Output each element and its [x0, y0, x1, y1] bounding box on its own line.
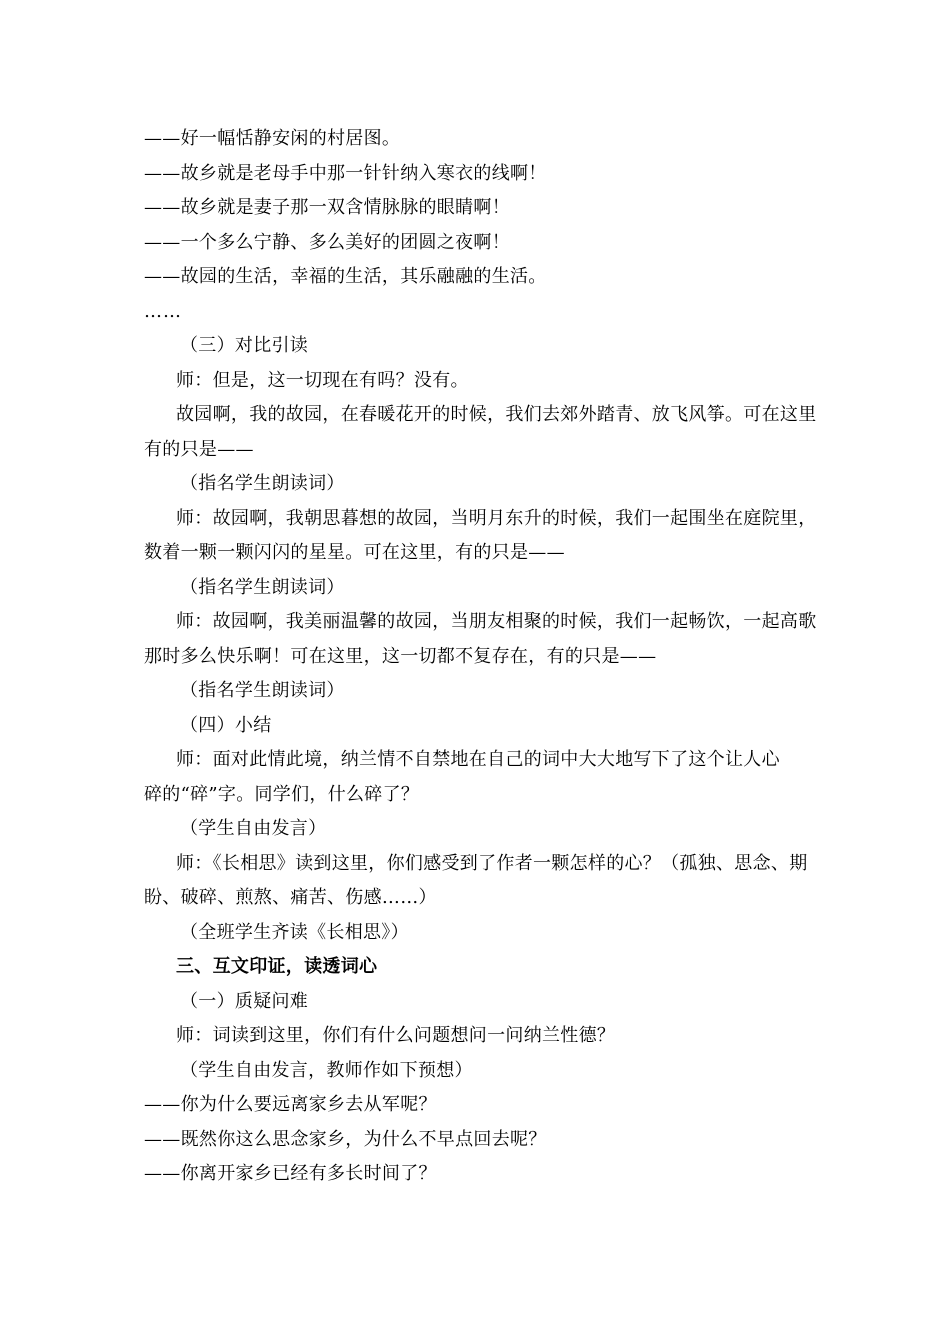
dash-line-mother: ——故乡就是老母手中那一针针纳入寒衣的线啊！: [144, 162, 547, 184]
section-heading-main: 三、互文印证，读透词心: [176, 956, 378, 977]
teacher-line: 师：面对此情此境，纳兰情不自禁地在自己的词中大大地写下了这个让人心: [176, 749, 780, 770]
stage-direction: （学生自由发言）: [180, 818, 327, 839]
dash-line-question: ——你离开家乡已经有多长时间了？: [144, 1163, 437, 1184]
teacher-line: 师：《长相思》读到这里，你们感受到了作者一颗怎样的心？（孤独、思念、期: [176, 852, 808, 874]
section-heading-summary: （四）小结: [180, 714, 272, 736]
paragraph-line: 数着一颗一颗闪闪的星星。可在这里，有的只是——: [144, 542, 565, 563]
teacher-line: 师：词读到这里，你们有什么问题想问一问纳兰性德？: [176, 1025, 616, 1046]
stage-direction: （学生自由发言，教师作如下预想）: [180, 1059, 473, 1081]
dash-line-question: ——你为什么要远离家乡去从军呢？: [144, 1094, 437, 1115]
section-heading-contrast: （三）对比引读: [180, 335, 309, 356]
teacher-line: 师：但是，这一切现在有吗？没有。: [176, 369, 469, 391]
section-heading-question: （一）质疑问难: [180, 990, 309, 1012]
stage-direction: （全班学生齐读《长相思》）: [180, 921, 409, 943]
dash-line-village: ——好一幅恬静安闲的村居图。: [144, 128, 401, 149]
paragraph-line: 有的只是——: [144, 438, 254, 460]
ellipsis-line: ……: [144, 300, 182, 322]
teacher-line: 师：故园啊，我朝思暮想的故园，当明月东升的时候，我们一起围坐在庭院里，: [176, 507, 817, 529]
dash-line-life: ——故园的生活，幸福的生活，其乐融融的生活。: [144, 266, 547, 287]
dash-line-wife: ——故乡就是妻子那一双含情脉脉的眼睛啊！: [144, 197, 510, 218]
teacher-line: 师：故园啊，我美丽温馨的故园，当朋友相聚的时候，我们一起畅饮，一起高歌: [176, 611, 817, 632]
paragraph-line: 故园啊，我的故园，在春暖花开的时候，我们去郊外踏青、放飞风筝。可在这里: [176, 404, 817, 425]
stage-direction: （指名学生朗读词）: [180, 680, 345, 701]
paragraph-line: 盼、破碎、煎熬、痛苦、伤感……）: [144, 887, 437, 908]
stage-direction: （指名学生朗读词）: [180, 473, 345, 494]
paragraph-line: 碎的“碎”字。同学们，什么碎了？: [144, 783, 420, 805]
dash-line-reunion: ——一个多么宁静、多么美好的团圆之夜啊！: [144, 231, 510, 253]
dash-line-question: ——既然你这么思念家乡，为什么不早点回去呢？: [144, 1128, 547, 1150]
stage-direction: （指名学生朗读词）: [180, 576, 345, 598]
document-body: [144, 122, 817, 1192]
paragraph-line: 那时多么快乐啊！可在这里，这一切都不复存在，有的只是——: [144, 645, 657, 667]
